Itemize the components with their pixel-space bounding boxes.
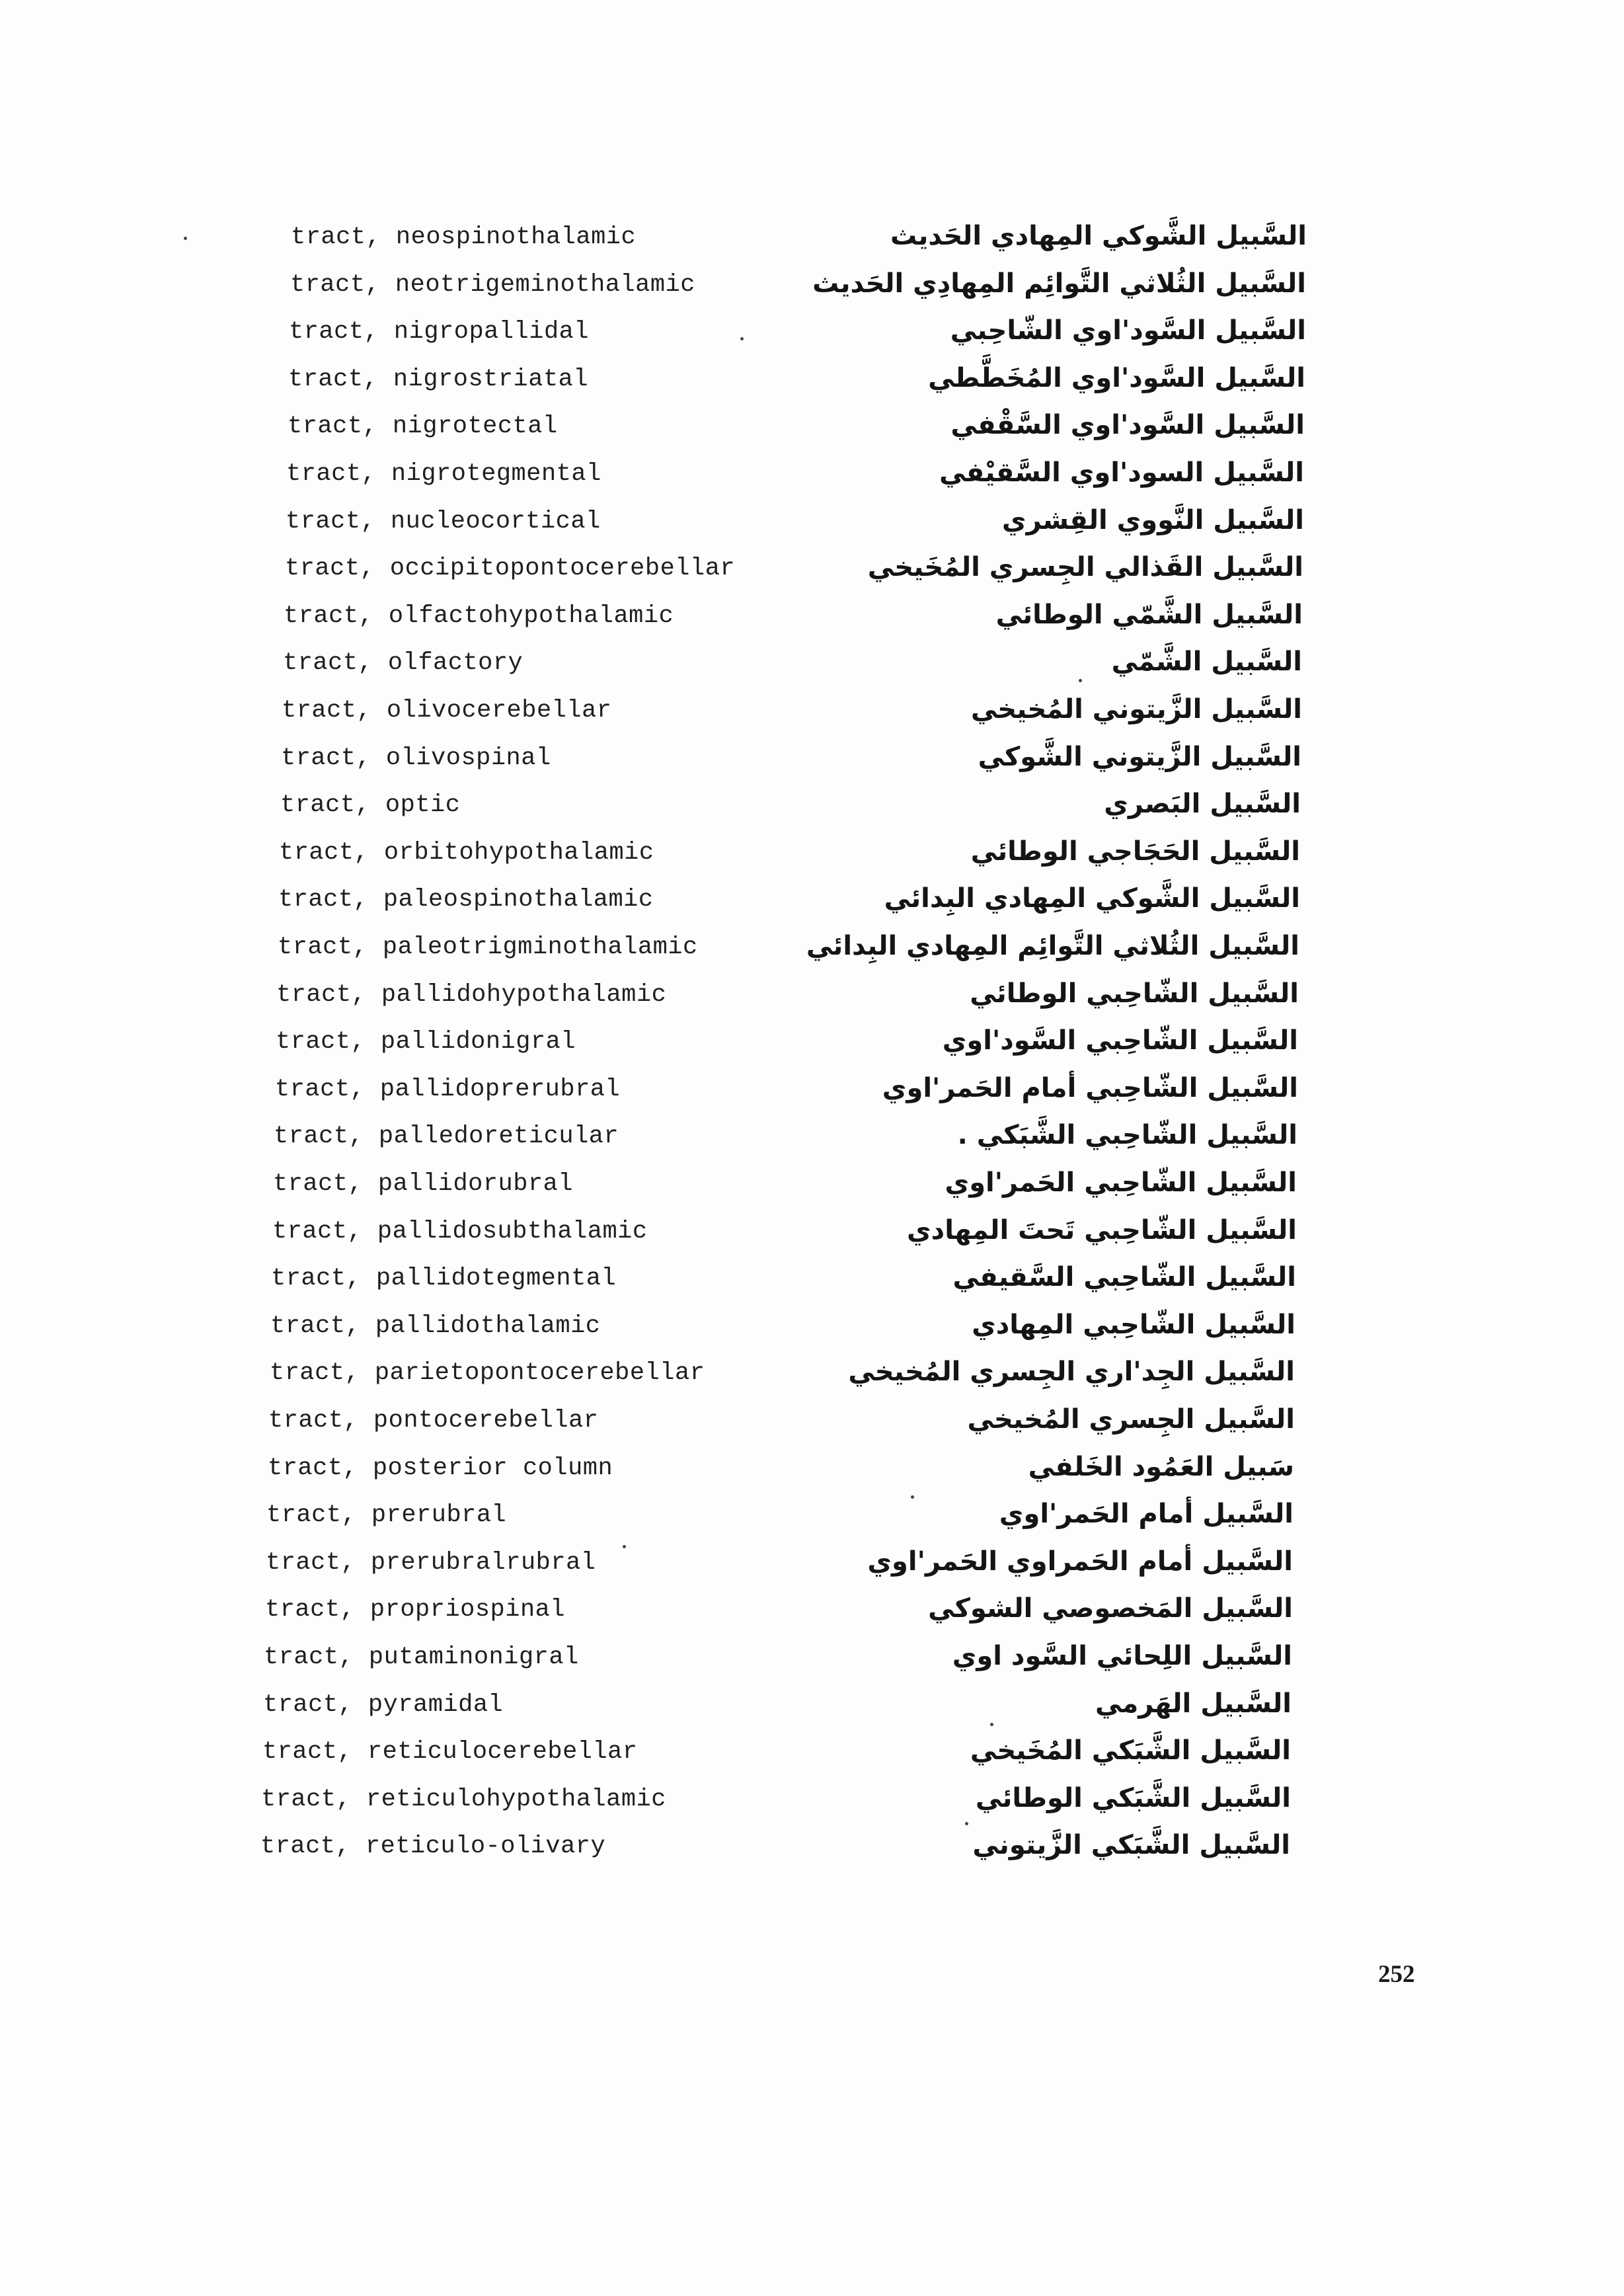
- english-term: tract, olivospinal: [281, 744, 551, 772]
- english-term: tract, prerubral: [266, 1501, 507, 1529]
- arabic-term: السَّبيل أمام الحَمر'اوي: [999, 1499, 1294, 1529]
- glossary-row: [0, 1591, 1624, 1638]
- glossary-row: [0, 1544, 1624, 1591]
- scan-speck: [1079, 679, 1082, 682]
- glossary-row: [0, 739, 1624, 787]
- glossary-row: [0, 1496, 1624, 1544]
- glossary-row: [0, 1117, 1624, 1165]
- english-term: tract, nucleocortical: [286, 508, 601, 535]
- arabic-term: السَّبيل الشّاحِبي الحَمر'اوي: [945, 1168, 1297, 1198]
- english-term: tract, reticulohypothalamic: [261, 1786, 666, 1813]
- english-term: tract, paleospinothalamic: [278, 886, 654, 914]
- arabic-term: السَّبيل الشّاحِبي السَّقيفي: [952, 1262, 1296, 1292]
- glossary-row: [0, 407, 1624, 455]
- glossary-row: [0, 597, 1624, 645]
- arabic-term: السَّبيل اللِحائي السَّود اوي: [952, 1641, 1292, 1671]
- english-term: tract, pallidorubral: [273, 1170, 574, 1198]
- arabic-term: السَّبيل الشّاحِبي الشَّبَكي .: [957, 1120, 1297, 1150]
- english-term: tract, prerubralrubral: [266, 1549, 596, 1577]
- arabic-term: السَّبيل الشَّبَكي المُخَيخي: [970, 1735, 1291, 1766]
- arabic-term: السَّبيل الهَرمي: [1095, 1688, 1292, 1719]
- arabic-term: السَّبيل الشّاحِبي الوطائي: [970, 978, 1299, 1009]
- arabic-term: السَّبيل الشَّوكي المِهادي البِدائي: [884, 883, 1300, 914]
- english-term: tract, optic: [280, 791, 461, 819]
- glossary-row: [0, 1733, 1624, 1780]
- arabic-term: السَّبيل البَصري: [1104, 789, 1301, 819]
- scan-speck: [990, 1723, 993, 1726]
- glossary-row: [0, 1354, 1624, 1402]
- english-term: tract, pallidohypothalamic: [276, 981, 667, 1009]
- glossary-row: [0, 786, 1624, 834]
- glossary-row: [0, 881, 1624, 928]
- glossary-row: [0, 455, 1624, 502]
- arabic-term: السَّبيل السود'اوي السَّقيْفي: [939, 457, 1304, 488]
- arabic-term: السَّبيل الشَّوكي المِهادي الحَديث: [890, 221, 1307, 251]
- english-term: tract, palledoreticular: [274, 1123, 619, 1150]
- arabic-term: السَّبيل المَخصوصي الشوكي: [928, 1593, 1293, 1624]
- english-term: tract, pallidonigral: [276, 1028, 576, 1056]
- arabic-term: السَّبيل الجِد'اري الجِسري المُخيخي: [848, 1357, 1295, 1387]
- glossary-row: [0, 1070, 1624, 1118]
- english-term: tract, nigrotectal: [288, 413, 558, 440]
- english-term: tract, pallidotegmental: [271, 1265, 617, 1292]
- english-term: tract, olfactory: [283, 649, 523, 677]
- glossary-row: [0, 1449, 1624, 1497]
- glossary-row: [0, 1212, 1624, 1260]
- glossary-row: [0, 549, 1624, 597]
- glossary-row: [0, 1827, 1624, 1875]
- arabic-term: سَبيل العَمُود الخَلفي: [1028, 1452, 1294, 1482]
- arabic-term: السَّبيل القَذالي الجِسري المُخَيخي: [867, 552, 1303, 582]
- glossary-row: [0, 644, 1624, 692]
- arabic-term: السَّبيل الجِسري المُخيخي: [967, 1404, 1295, 1435]
- english-term: tract, putaminonigral: [264, 1643, 579, 1671]
- glossary-row: [0, 1780, 1624, 1828]
- glossary-row: [0, 1402, 1624, 1449]
- arabic-term: السَّبيل الشَّبَكي الزَّيتوني: [972, 1830, 1290, 1860]
- glossary-row: [0, 976, 1624, 1023]
- english-term: tract, pyramidal: [263, 1691, 504, 1719]
- english-term: tract, neotrigeminothalamic: [290, 271, 695, 299]
- english-term: tract, nigrostriatal: [288, 366, 589, 393]
- arabic-term: السَّبيل السَّود'اوي السَّقْفي: [950, 410, 1305, 440]
- glossary-row: [0, 1638, 1624, 1686]
- english-term: tract, orbitohypothalamic: [279, 839, 654, 867]
- arabic-term: السَّبيل السَّود'اوي الشّاحِبي: [950, 315, 1306, 346]
- glossary-row: [0, 692, 1624, 739]
- arabic-term: السَّبيل أمام الحَمراوي الحَمر'اوي: [867, 1546, 1293, 1577]
- glossary-row: [0, 1259, 1624, 1307]
- glossary-row: [0, 1307, 1624, 1355]
- english-term: tract, nigrotegmental: [286, 460, 601, 488]
- english-term: tract, reticulo-olivary: [260, 1833, 606, 1860]
- english-term: tract, occipitopontocerebellar: [285, 555, 736, 582]
- arabic-term: السَّبيل الشّاحِبي السَّود'اوي: [942, 1025, 1298, 1056]
- arabic-term: السَّبيل الشّاحِبي المِهادي: [972, 1310, 1295, 1340]
- scan-speck: [965, 1822, 968, 1825]
- glossary-row: [0, 218, 1624, 266]
- arabic-term: السَّبيل السَّود'اوي المُخَطَّطي: [928, 363, 1305, 393]
- english-term: tract, propriospinal: [265, 1596, 566, 1624]
- english-term: tract, reticulocerebellar: [262, 1738, 638, 1766]
- arabic-term: السَّبيل الحَجَاجي الوطائي: [970, 836, 1300, 867]
- glossary-row: [0, 1023, 1624, 1070]
- arabic-term: السَّبيل الشَّبَكي الوطائي: [975, 1783, 1291, 1813]
- glossary-row: [0, 1686, 1624, 1733]
- english-term: tract, pallidoprerubral: [275, 1076, 621, 1103]
- arabic-term: السَّبيل الشَّمّي الوطائي: [995, 600, 1303, 630]
- glossary-row: [0, 502, 1624, 550]
- page-number: 252: [1378, 1961, 1415, 1988]
- english-term: tract, pontocerebellar: [268, 1407, 599, 1435]
- english-term: tract, olivocerebellar: [282, 697, 612, 725]
- english-term: tract, neospinothalamic: [291, 223, 637, 251]
- glossary-row: [0, 313, 1624, 360]
- english-term: tract, pallidosubthalamic: [272, 1218, 648, 1246]
- english-term: tract, parietopontocerebellar: [270, 1359, 705, 1387]
- glossary-row: [0, 1165, 1624, 1212]
- glossary-row: [0, 834, 1624, 881]
- glossary-row: [0, 360, 1624, 408]
- glossary-row: [0, 928, 1624, 976]
- scan-speck: [184, 237, 187, 240]
- scan-speck: [911, 1495, 914, 1499]
- english-term: tract, pallidothalamic: [270, 1312, 601, 1340]
- arabic-term: السَّبيل الزَّيتوني المُخيخي: [970, 694, 1302, 725]
- scan-speck: [740, 337, 744, 340]
- arabic-term: السَّبيل النَّووي القِشري: [1001, 505, 1304, 535]
- arabic-term: السَّبيل الشَّمّي: [1111, 647, 1302, 677]
- english-term: tract, posterior column: [268, 1454, 613, 1482]
- arabic-term: السَّبيل الشّاحِبي أمام الحَمر'اوي: [882, 1073, 1298, 1103]
- english-term: tract, olfactohypothalamic: [284, 602, 674, 630]
- arabic-term: السَّبيل الزَّيتوني الشَّوكي: [978, 742, 1301, 772]
- scan-speck: [623, 1545, 626, 1548]
- english-term: tract, paleotrigminothalamic: [278, 933, 698, 961]
- glossary-row: [0, 266, 1624, 313]
- arabic-term: السَّبيل الثُلاثي التَّوائِم المِهادِي الحَديث: [812, 268, 1306, 299]
- arabic-term: السَّبيل الثُلاثي التَّوائِم المِهادي البِدائي: [806, 931, 1299, 961]
- english-term: tract, nigropallidal: [289, 318, 590, 346]
- arabic-term: السَّبيل الشّاحِبي تَحتَ المِهادي: [907, 1215, 1297, 1246]
